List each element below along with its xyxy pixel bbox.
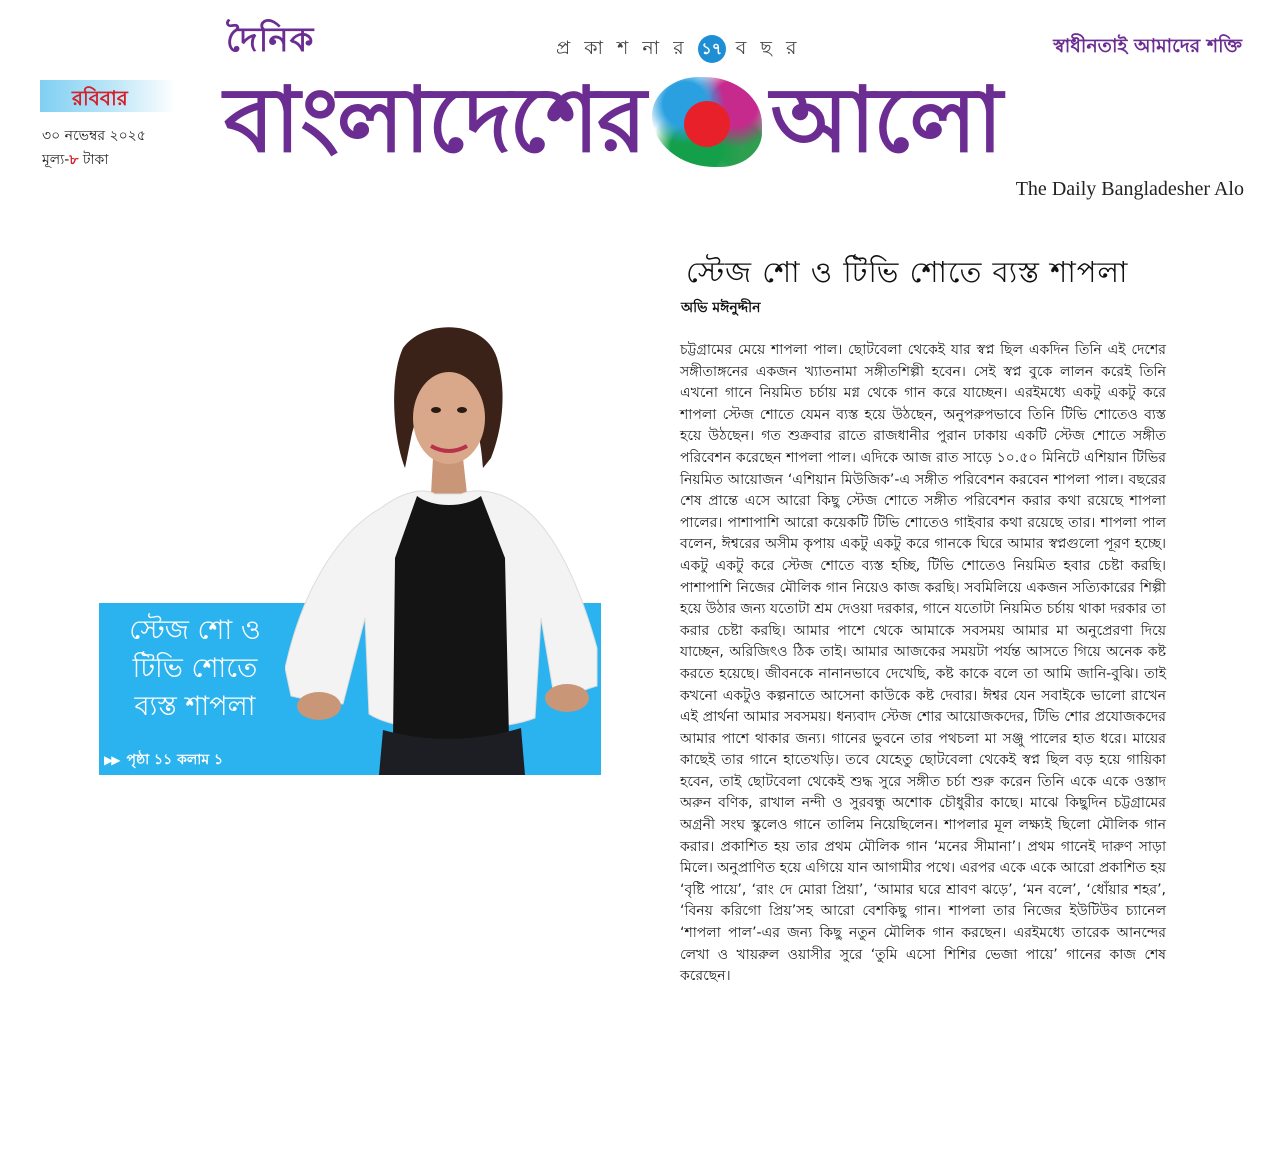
price bbox=[42, 148, 108, 172]
page-ref-text: পৃষ্ঠা ১১ কলাম ১ bbox=[126, 752, 224, 768]
article-byline: অভি মঈনুদ্দীন bbox=[681, 300, 761, 316]
price-value: ৮ bbox=[69, 152, 79, 168]
teaser-page-reference[interactable] bbox=[104, 748, 223, 772]
teaser-title-line2: টিভি শোতে bbox=[132, 653, 258, 684]
article-body: চট্টগ্রামের মেয়ে শাপলা পাল। ছোটবেলা থেকেই যার স্বপ্ন ছিল একদিন তিনি এই দেশের সঙ্গীতাঙ্গনের একজন খ্যাতনামা সঙ্গীতশিল্পী হবেন। সেই স্বপ্ন বুকে লালন করেই তিনি এখনো গানে নিয়মিত চর্চায় মগ্ন থেকে গান করে যাচ্ছেন। এরইমধ্যে একটু একটু করে শাপলা স্টেজ শোতে যেমন ব্যস্ত হয়ে উঠছেন, অনুপরুপভাবে তিনি টিভি শোতেও ব্যস্ত হয়ে উঠছেন। গত শুক্রবার রাতে রাজধানীর পুরান ঢাকায় একটি স্টেজ শোতে সঙ্গীত পরিবেশন করেছেন শাপলা পাল। এদিকে আজ রাত সাড়ে ১০.৫০ মিনিটে এশিয়ান টিভির নিয়মিত আয়োজন ‘এশিয়ান মিউজিক’-এ সঙ্গীত পরিবেশন করবেন শাপলা পাল। বছরের শেষ প্রান্তে এসে আরো কিছু স্টেজ শোতে সঙ্গীত পরিবেশন করার কথা রয়েছে শাপলা পালের। পাশাপাশি আরো কয়েকটি টিভি শোতেও গাইবার কথা রয়েছে তার। শাপলা পাল বলেন, ঈশ্বরের অসীম কৃপায় একটু একটু করে গানকে ঘিরে আমার স্বপ্নগুলো পূরণ হচ্ছে। একটু একটু করে স্টেজ শোতে ব্যস্ত হচ্ছি, টিভি শোতেও নিয়মিত হবার চেষ্টা করছি। পাশাপাশি নিজের মৌলিক গান নিয়েও কাজ করছি। সবমিলিয়ে একজন সত্যিকারের শিল্পী হয়ে উঠার জন্য যতোটা শ্রম দেওয়া দরকার, গানে যতোটা নিয়মিত চর্চায় থাকা দরকার তা করার চেষ্টা করছি। আমার পাশে থেকে আমাকে সবসময় আমার মা অনুপ্রেরণা দিয়ে যাচ্ছেন, অরিজিৎও ঠিক তাই। আমার আজকের সময়টা পর্যন্ত আসতে গিয়ে অনেক কষ্ট করতে হয়েছে। জীবনকে নানানভাবে দেখেছি, কষ্ট কাকে বলে তা আমি জানি-বুঝি। তাই কখনো একটুও কল্পনাতে আসেনা কাউকে কষ্ট দেবার। ঈশ্বর যেন সবাইকে ভালো রাখেন এই প্রার্থনা আমার সবসময়। ধন্যবাদ স্টেজ শোর আয়োজকদের, টিভি শোর প্রযোজকদের আমার পাশে থাকার জন্য। গানের ভুবনে তার পথচলা মা সঞ্জু পালের হাত ধরে। মায়ের কাছেই তার গানে হাতেখড়ি। তবে যেহেতু ছোটবেলা থেকেই স্বপ্ন ছিল বড় হয়ে গায়িকা হবেন, তাই ছোটবেলা থেকেই শুদ্ধ সুরে সঙ্গীত চর্চা শুরু করেন তিনি একে একে ওস্তাদ অরুন বণিক, রাখাল নন্দী ও সুরবন্ধু অশোক চৌধুরীর কাছে। মাঝে কিছুদিন চট্টগ্রামের অগ্রনী সংঘ স্কুলেও গানে তালিম নিয়েছিলেন। শাপলার মূল লক্ষ্যই ছিলো মৌলিক গান করার। প্রকাশিত হয় তার প্রথম মৌলিক গান ‘মনের সীমানা’। প্রথম গানেই দারুণ সাড়া মিলে। অনুপ্রাণিত হয়ে এগিয়ে যান আগামীর পথে। এরপর একে একে আরো প্রকাশিত হয় ‘বৃষ্টি পায়ে’, ‘রাং দে মোরা প্রিয়া’, ‘আমার ঘরে শ্রাবণ ঝড়ে’, ‘মন বলে’, ‘ধোঁয়ার শহর’, ‘বিনয় করিগো প্রিয়’সহ আরো বেশকিছু গান। শাপলা তার নিজের ইউটিউব চ্যানেল ‘শাপলা পাল’-এর জন্য কিছু নতুন মৌলিক গান করছেন। এরইমধ্যে তারেক আনন্দের লেখা ও খায়রুল ওয়াসীর সুরে ‘তুমি এসো শিশির ভেজা পায়ে’ গানের কাজ শেষ করেছেন। bbox=[680, 342, 1166, 985]
english-name: The Daily Bangladesher Alo bbox=[1015, 178, 1244, 200]
day-badge bbox=[40, 80, 176, 112]
anniversary-pre: প্র কা শ না র bbox=[556, 37, 688, 59]
price-unit: টাকা bbox=[78, 152, 109, 168]
article-headline: স্টেজ শো ও টিভি শোতে ব্যস্ত শাপলা bbox=[686, 255, 1129, 289]
slogan: স্বাধীনতাই আমাদের শক্তি bbox=[1053, 35, 1242, 57]
issue-date: ৩০ নভেম্বর ২০২৫ bbox=[42, 128, 146, 144]
newspaper-logo bbox=[224, 66, 1244, 176]
day-label: রবিবার bbox=[72, 86, 128, 110]
teaser-title-line1: স্টেজ শো ও bbox=[129, 615, 261, 646]
logo-text-part1: বাংলাদেশের bbox=[224, 68, 645, 173]
price-label: মূল্য- bbox=[42, 152, 70, 168]
anniversary-line bbox=[556, 34, 800, 66]
woman-portrait-photo bbox=[285, 318, 600, 775]
anniversary-post: ব ছ র bbox=[735, 37, 801, 59]
dainik-label: দৈনিক bbox=[226, 20, 315, 60]
teaser-title-line3: ব্যস্ত শাপলা bbox=[134, 691, 256, 722]
logo-text-part2: আলো bbox=[770, 68, 1001, 173]
teaser-title bbox=[112, 612, 278, 726]
double-arrow-icon: ▶▶ bbox=[104, 753, 119, 767]
anniversary-number-badge: ১৭ bbox=[698, 35, 726, 63]
flag-splash-icon bbox=[652, 71, 762, 171]
